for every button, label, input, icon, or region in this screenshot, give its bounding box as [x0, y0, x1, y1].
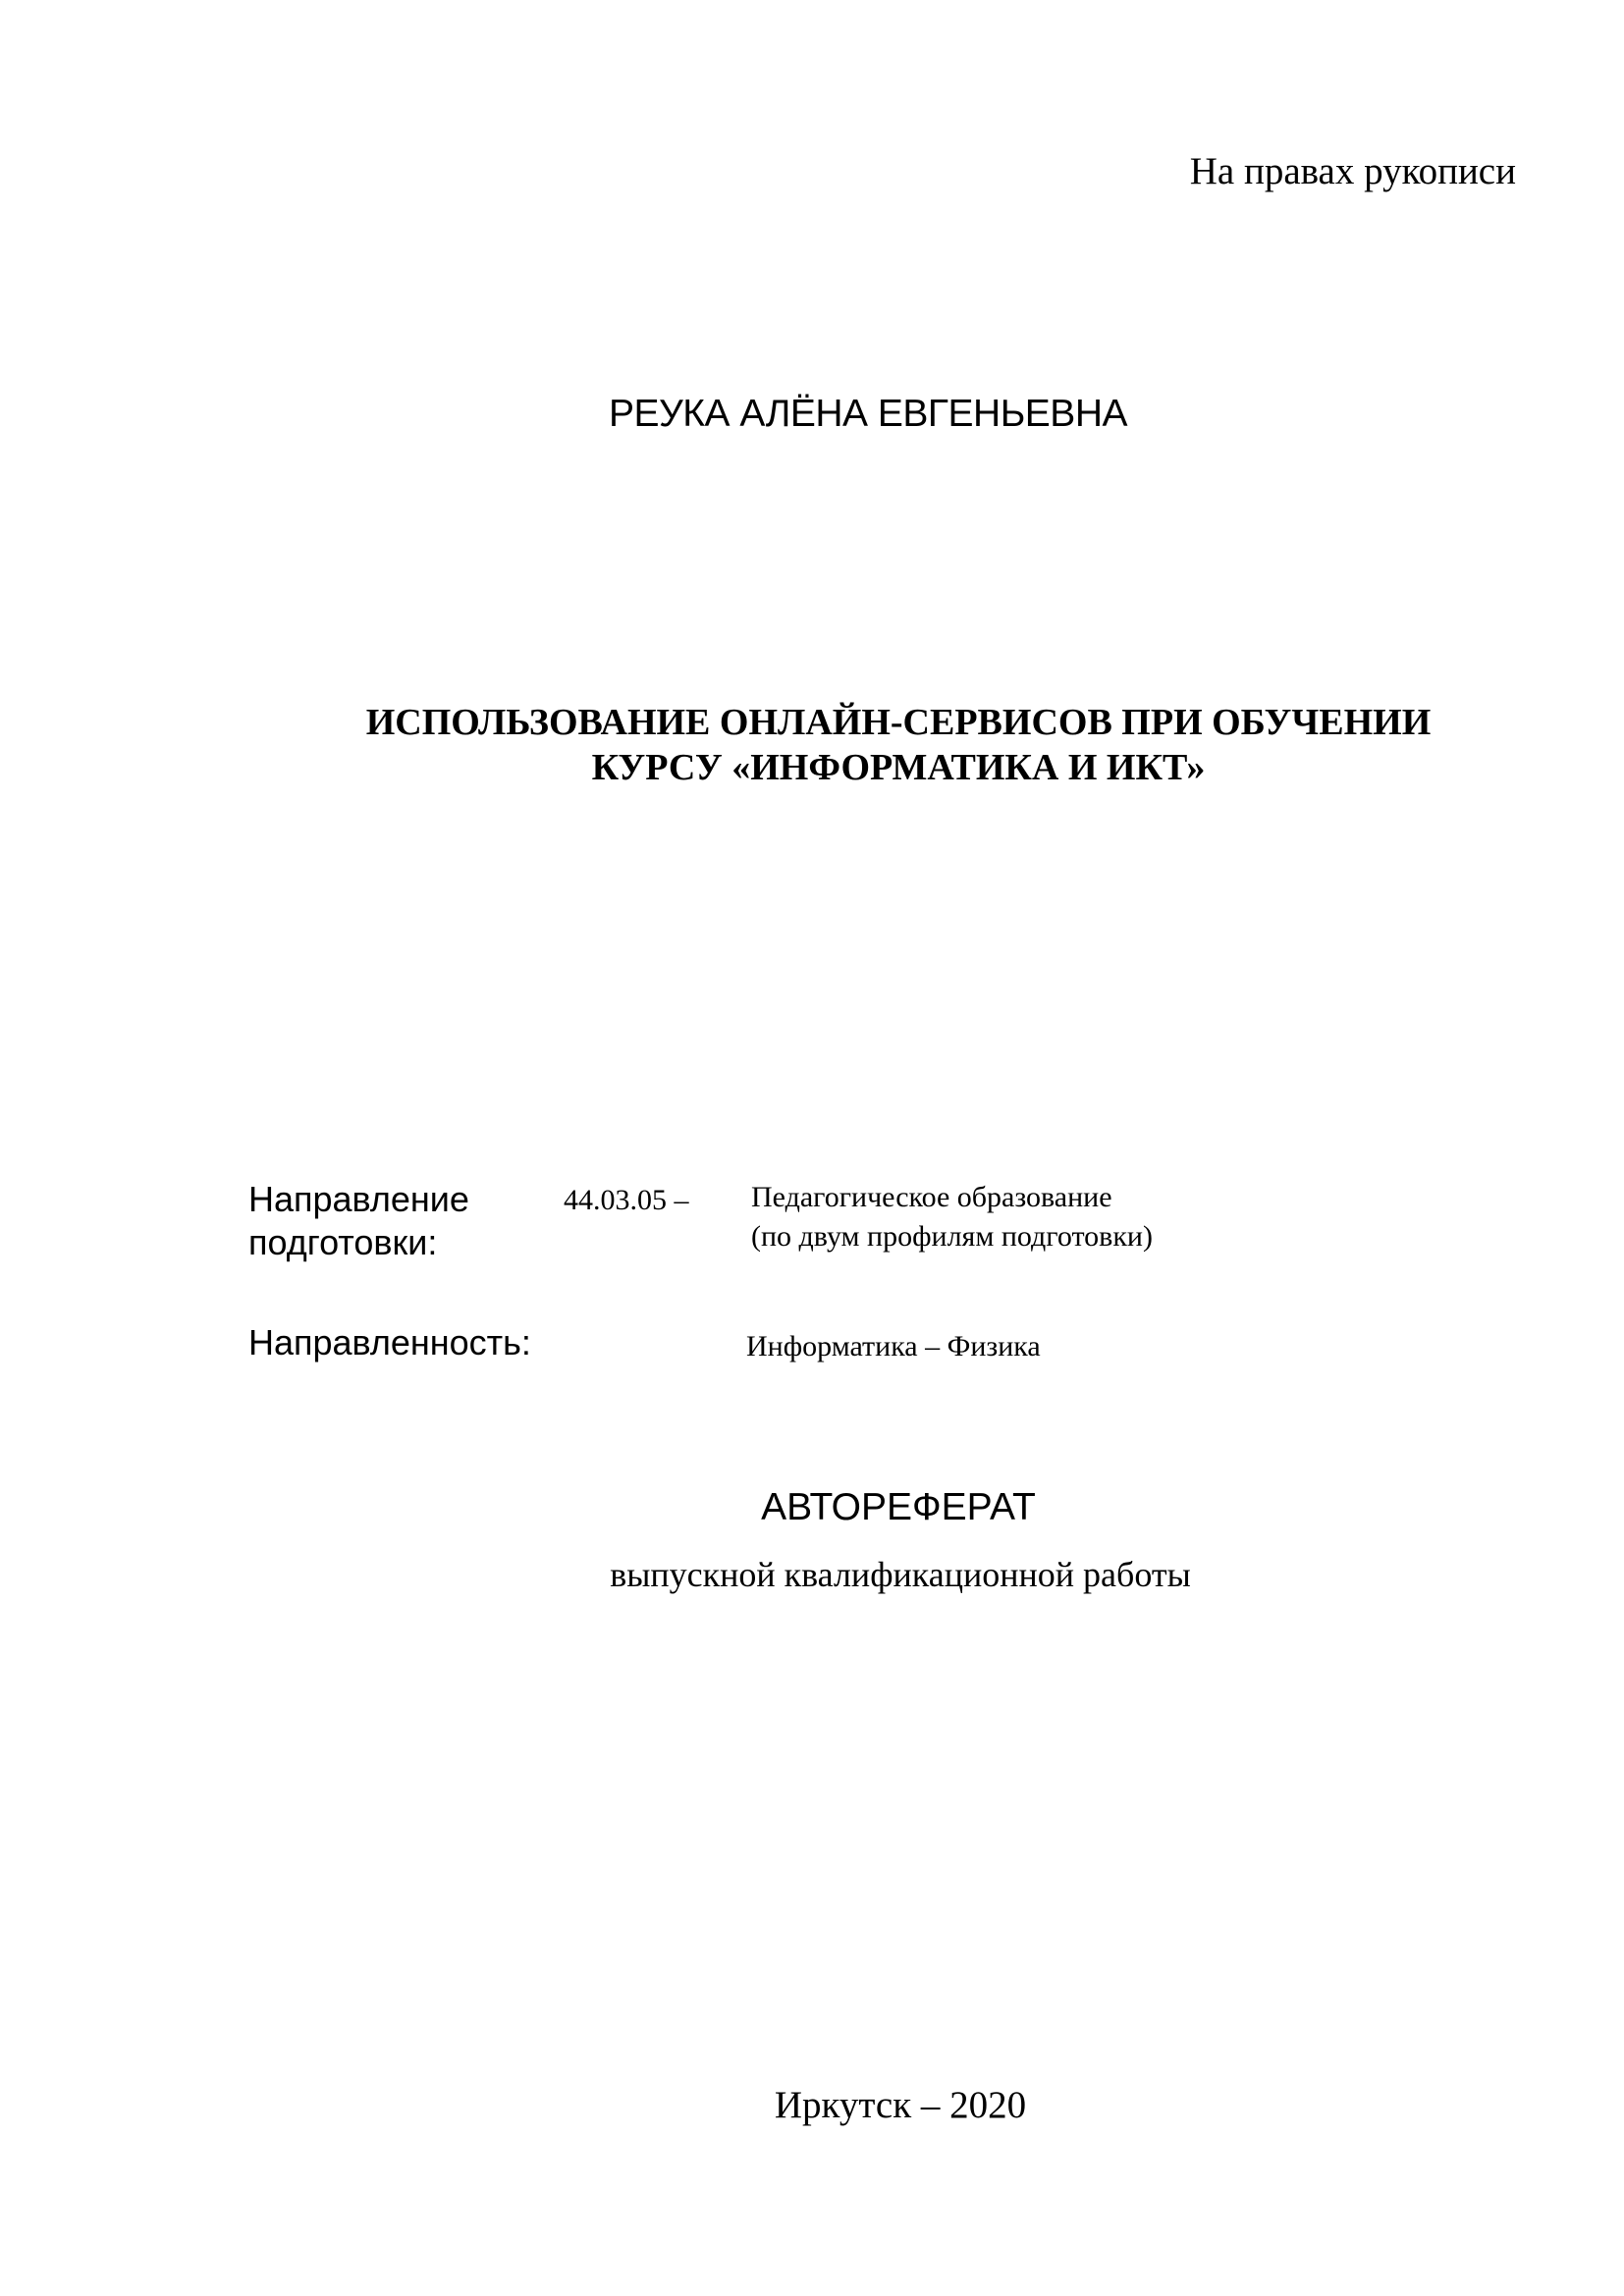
city-year: Иркутск – 2020 — [774, 2084, 1027, 2126]
focus-value: Информатика – Физика — [746, 1330, 1041, 1362]
manuscript-rights-note: На правах рукописи — [1189, 150, 1516, 192]
document-title — [295, 700, 1502, 790]
focus-label: Направленность: — [248, 1322, 531, 1362]
title-line-1: ИСПОЛЬЗОВАНИЕ ОНЛАЙН-СЕРВИСОВ ПРИ ОБУЧЕНИИ — [365, 702, 1432, 743]
direction-value — [751, 1178, 1153, 1256]
direction-label-line-2: подготовки: — [248, 1222, 438, 1262]
author-name: РЕУКА АЛЁНА ЕВГЕНЬЕВНА — [609, 393, 1127, 435]
document-type: АВТОРЕФЕРАТ — [761, 1486, 1036, 1528]
direction-value-line-2: (по двум профилям подготовки) — [751, 1220, 1153, 1253]
direction-label-line-1: Направление — [248, 1179, 469, 1219]
direction-value-line-1: Педагогическое образование — [751, 1181, 1112, 1213]
document-subtitle: выпускной квалификационной работы — [610, 1555, 1191, 1594]
direction-label — [248, 1178, 469, 1264]
title-line-2: КУРСУ «ИНФОРМАТИКА И ИКТ» — [591, 747, 1206, 788]
direction-code: 44.03.05 – — [564, 1184, 689, 1216]
